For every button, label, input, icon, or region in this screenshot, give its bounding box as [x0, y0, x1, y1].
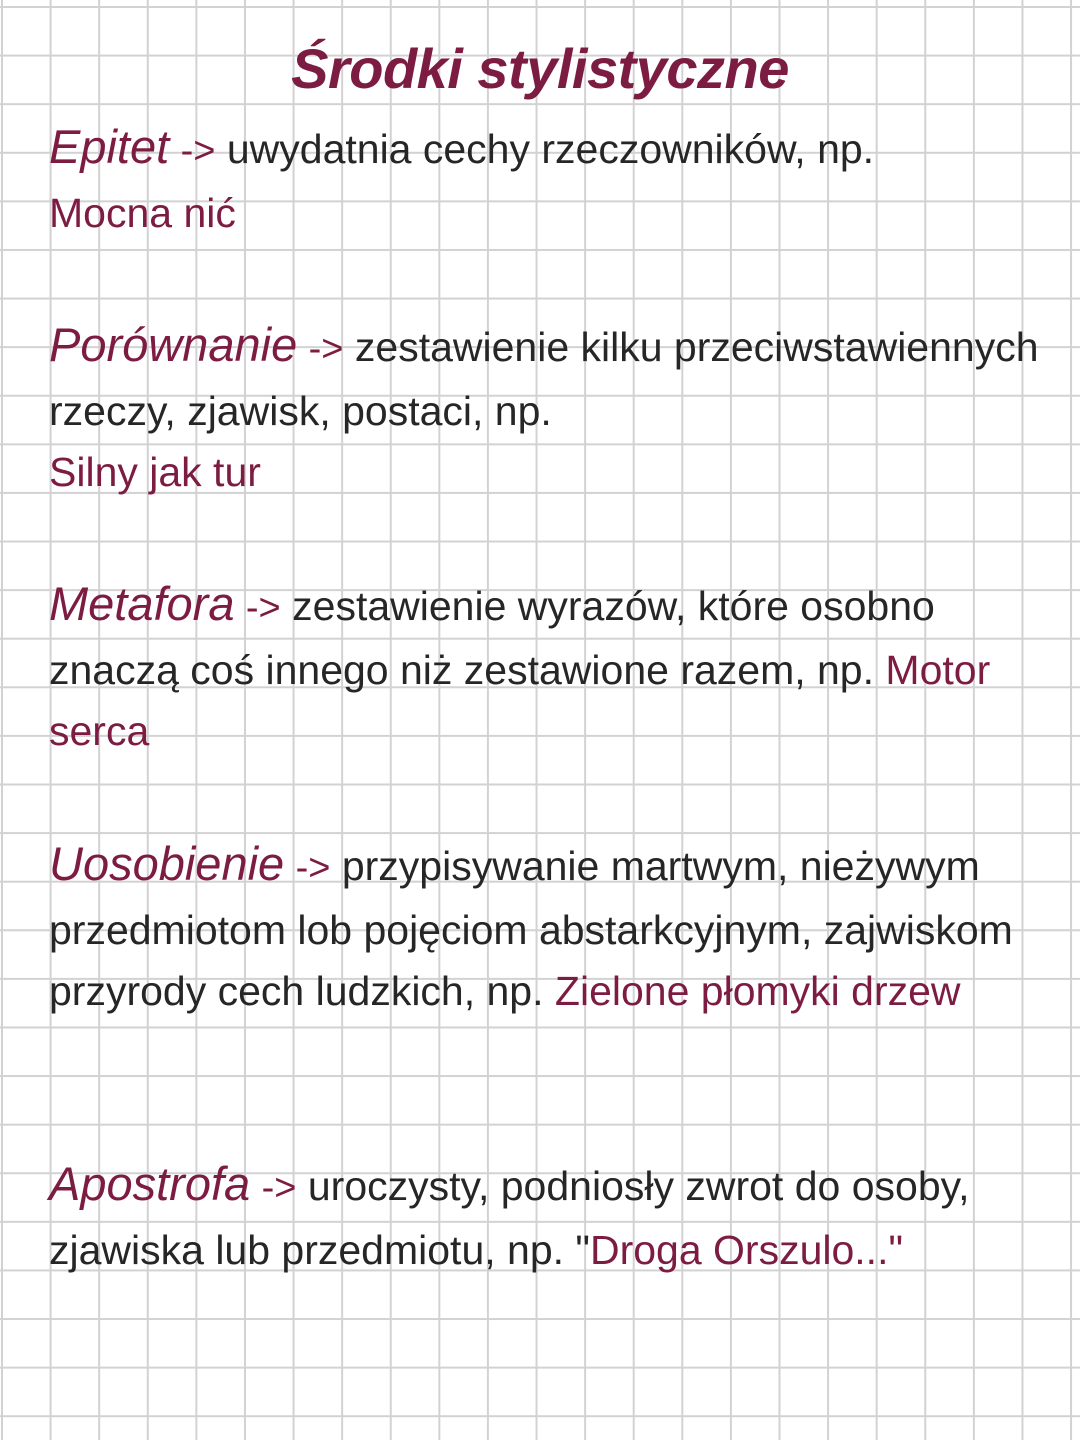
arrow: -> [180, 130, 216, 172]
definition: zestawienie wyrazów, które osobno znaczą coś innego niż zestawione razem, np. [49, 583, 935, 693]
arrow: -> [308, 328, 344, 370]
example: Mocna nić [49, 189, 236, 236]
entry-porownanie [49, 314, 1039, 504]
page-title: Środki stylistyczne [291, 37, 789, 100]
example: Zielone płomyki drzew [554, 968, 961, 1014]
example: Silny jak tur [49, 449, 261, 495]
definition: zestawienie kilku przeciwstawiennych rzeczy, zjawisk, postaci, np. [49, 324, 1039, 434]
term: Apostrofa [49, 1157, 251, 1210]
entry-apostrofa [49, 1153, 1039, 1281]
term: Porównanie [49, 318, 298, 371]
arrow: -> [245, 587, 281, 629]
definition: uwydatnia cechy rzeczowników, np. [226, 126, 875, 172]
entry-uosobienie [49, 833, 1039, 1023]
term: Epitet [49, 120, 170, 173]
term: Uosobienie [49, 837, 285, 890]
definition: uroczysty, podniosły zwrot do osoby, zjawiska lub przedmiotu, np. " [49, 1163, 970, 1273]
definition: przypisywanie martwym, nieżywym przedmiotom lob pojęciom abstarkcyjnym, zajwiskom przyrody cech ludzkich, np. [49, 843, 1013, 1014]
example: Droga Orszulo..." [589, 1226, 904, 1273]
arrow: -> [295, 847, 331, 889]
arrow: -> [261, 1167, 297, 1209]
entry-epitet [49, 116, 1039, 244]
entry-metafora [49, 573, 1039, 763]
term: Metafora [49, 577, 235, 630]
example: Motor serca [49, 646, 991, 754]
